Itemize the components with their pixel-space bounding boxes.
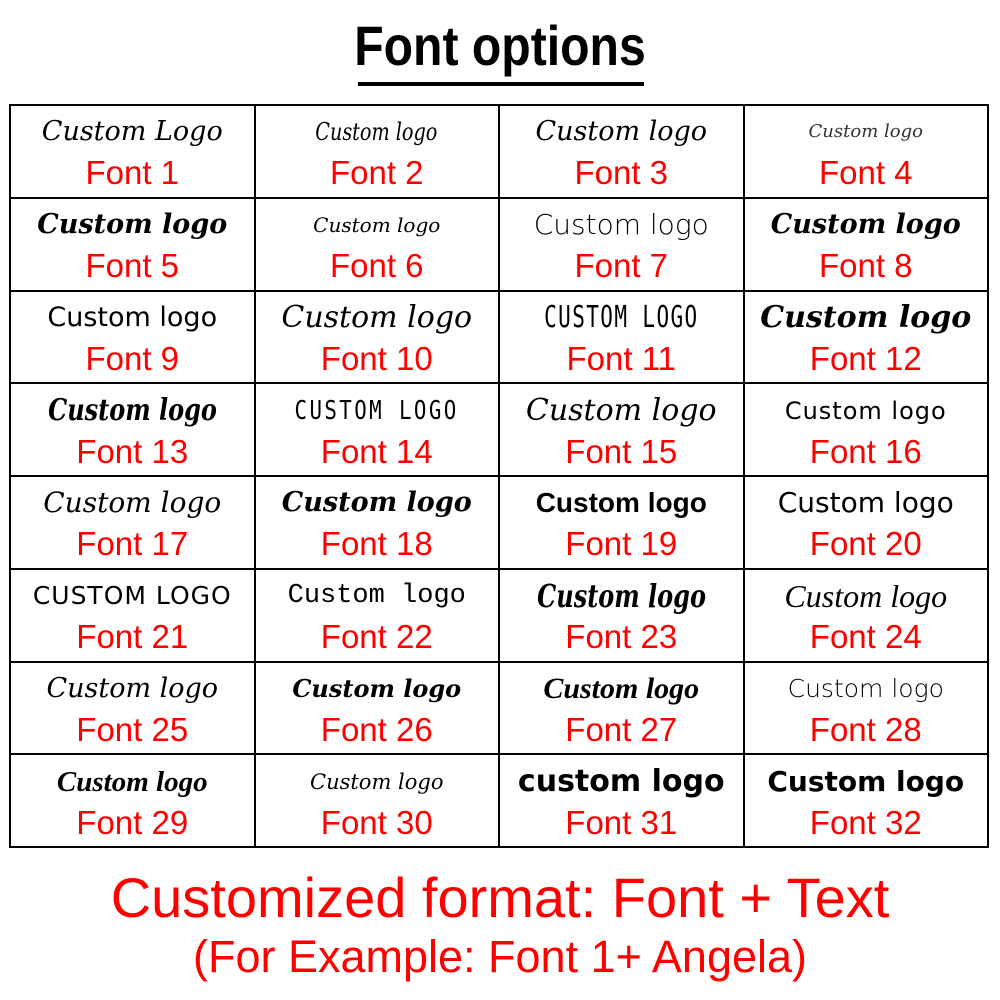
- font-label-18: Font 18: [320, 525, 433, 563]
- font-label-30: Font 30: [320, 803, 433, 841]
- font-sample-1: Custom Logo: [41, 116, 223, 148]
- font-option-19: [500, 477, 745, 570]
- font-label-12: Font 12: [809, 339, 922, 377]
- font-option-3: [500, 106, 745, 199]
- font-option-22: [256, 570, 501, 663]
- font-sample-23: Custom logo: [536, 577, 706, 616]
- font-sample-14: CUSTOM LOGO: [294, 395, 459, 426]
- font-sample-26: Custom logo: [292, 673, 462, 703]
- font-sample-32: Custom logo: [767, 764, 965, 798]
- font-option-30: [256, 755, 501, 848]
- font-option-12: [745, 292, 990, 385]
- font-label-27: Font 27: [565, 710, 678, 748]
- font-sample-18: Custom logo: [281, 487, 472, 519]
- font-option-25: [11, 663, 256, 756]
- font-label-25: Font 25: [76, 710, 189, 748]
- font-option-2: [256, 106, 501, 199]
- font-sample-13: Custom logo: [47, 392, 217, 428]
- font-option-32: [745, 755, 990, 848]
- font-label-17: Font 17: [76, 525, 189, 563]
- font-sample-2: Custom logo: [315, 118, 438, 147]
- font-sample-16: Custom logo: [784, 396, 947, 425]
- font-label-23: Font 23: [565, 618, 678, 656]
- font-label-20: Font 20: [809, 525, 922, 563]
- font-sample-5: Custom logo: [37, 209, 228, 241]
- font-label-21: Font 21: [76, 618, 189, 656]
- font-sample-31: custom logo: [517, 763, 725, 799]
- font-label-9: Font 9: [85, 339, 180, 377]
- font-option-4: [745, 106, 990, 199]
- font-label-2: Font 2: [329, 154, 424, 192]
- font-option-6: [256, 199, 501, 292]
- page-title: Font options: [354, 14, 646, 77]
- font-option-26: [256, 663, 501, 756]
- font-option-10: [256, 292, 501, 385]
- font-label-24: Font 24: [809, 618, 922, 656]
- font-sample-11: CUSTOM LOGO: [544, 299, 699, 335]
- font-option-18: [256, 477, 501, 570]
- font-label-13: Font 13: [76, 432, 189, 470]
- font-label-10: Font 10: [320, 339, 433, 377]
- font-label-14: Font 14: [320, 432, 433, 470]
- font-label-7: Font 7: [574, 247, 669, 285]
- font-label-26: Font 26: [320, 710, 433, 748]
- font-sample-10: Custom logo: [281, 299, 473, 335]
- font-option-16: [745, 384, 990, 477]
- font-sample-24: Custom logo: [784, 578, 948, 615]
- font-sample-9: Custom logo: [47, 301, 218, 333]
- font-label-28: Font 28: [809, 710, 922, 748]
- font-sample-19: Custom logo: [535, 487, 707, 519]
- font-sample-3: Custom logo: [535, 116, 708, 148]
- font-sample-28: Custom logo: [787, 673, 944, 703]
- font-option-15: [500, 384, 745, 477]
- title-underline: [358, 82, 644, 86]
- font-option-28: [745, 663, 990, 756]
- font-sample-15: Custom logo: [525, 392, 717, 428]
- font-sample-22: Custom logo: [287, 581, 466, 612]
- font-label-5: Font 5: [85, 247, 180, 285]
- font-sample-6: Custom logo: [313, 213, 441, 238]
- font-label-29: Font 29: [76, 803, 189, 841]
- font-option-31: [500, 755, 745, 848]
- font-option-20: [745, 477, 990, 570]
- font-label-8: Font 8: [818, 247, 913, 285]
- font-option-13: [11, 384, 256, 477]
- font-option-5: [11, 199, 256, 292]
- format-example: (For Example: Font 1+ Angela): [192, 931, 808, 982]
- font-label-11: Font 11: [566, 339, 676, 377]
- font-label-22: Font 22: [320, 618, 433, 656]
- font-label-4: Font 4: [818, 154, 913, 192]
- font-sample-12: Custom logo: [760, 299, 972, 335]
- font-label-1: Font 1: [85, 154, 180, 192]
- font-options-grid: [9, 104, 989, 848]
- font-option-1: [11, 106, 256, 199]
- font-sample-4: Custom logo: [808, 121, 923, 143]
- font-label-15: Font 15: [565, 432, 678, 470]
- font-option-29: [11, 755, 256, 848]
- font-option-9: [11, 292, 256, 385]
- font-label-32: Font 32: [809, 803, 922, 841]
- font-label-19: Font 19: [565, 525, 678, 563]
- font-label-3: Font 3: [574, 154, 669, 192]
- font-sample-7: Custom logo: [533, 208, 709, 242]
- font-label-16: Font 16: [809, 432, 922, 470]
- font-option-8: [745, 199, 990, 292]
- font-sample-30: Custom logo: [310, 769, 444, 794]
- font-option-21: [11, 570, 256, 663]
- font-option-24: [745, 570, 990, 663]
- font-option-14: [256, 384, 501, 477]
- font-label-31: Font 31: [565, 803, 678, 841]
- font-sample-20: Custom logo: [777, 486, 954, 520]
- font-label-6: Font 6: [329, 247, 424, 285]
- font-option-23: [500, 570, 745, 663]
- font-sample-8: Custom logo: [770, 209, 961, 241]
- font-sample-29: Custom logo: [56, 765, 208, 798]
- font-option-17: [11, 477, 256, 570]
- font-sample-21: CUSTOM LOGO: [32, 581, 232, 611]
- font-option-7: [500, 199, 745, 292]
- font-sample-25: Custom logo: [46, 672, 219, 704]
- font-sample-17: Custom logo: [43, 486, 222, 520]
- font-sample-27: Custom logo: [543, 671, 700, 705]
- font-option-11: [500, 292, 745, 385]
- format-instruction: Customized format: Font + Text: [110, 866, 890, 929]
- font-option-27: [500, 663, 745, 756]
